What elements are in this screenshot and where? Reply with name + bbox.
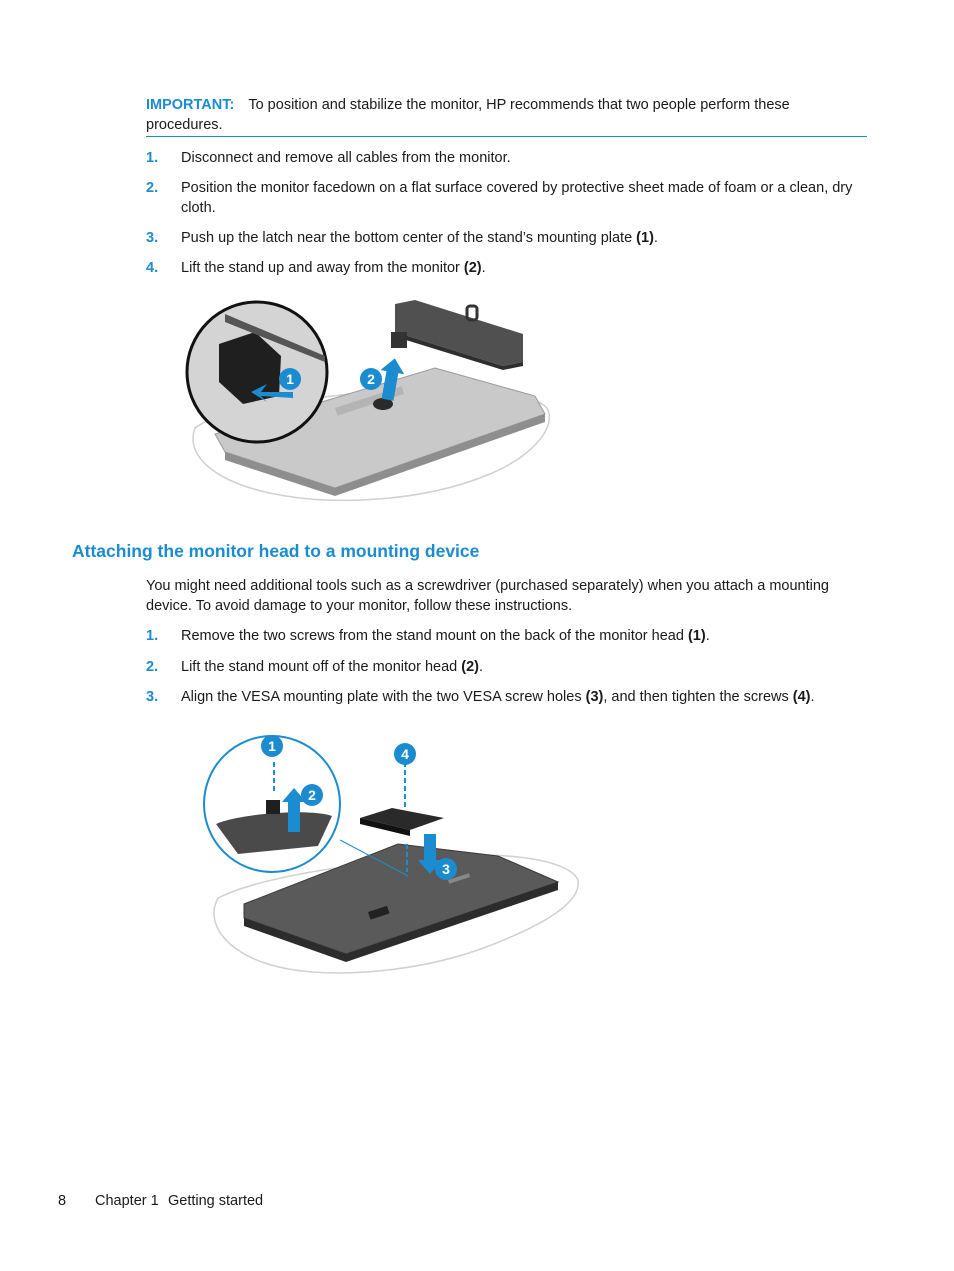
attach-step-2 xyxy=(146,657,856,677)
step-text: Align the VESA mounting plate with the two VESA screw holes xyxy=(181,689,586,705)
important-divider xyxy=(146,136,867,137)
step-text-end: . xyxy=(481,260,486,276)
callout-1-label: 1 xyxy=(268,738,276,754)
cable-clip xyxy=(467,306,477,320)
step-text-end: . xyxy=(810,689,815,705)
stand-removal-illustration xyxy=(185,296,560,512)
step-number: 3. xyxy=(146,689,159,705)
section-intro: You might need additional tools such as a screwdriver (purchased separately) when you attach a mounting device. To avoid damage to your monitor, follow these instructions. xyxy=(146,578,829,614)
step-callout-ref: (1) xyxy=(687,628,706,644)
step-callout-ref: (1) xyxy=(636,230,654,246)
callout-2-label: 2 xyxy=(367,371,375,387)
stand-bracket xyxy=(391,332,407,348)
step-text-mid: , and then tighten the screws xyxy=(603,689,793,705)
stand-mount xyxy=(266,800,280,814)
footer-chapter: Chapter 1 xyxy=(95,1193,159,1209)
callout-4-label: 4 xyxy=(401,746,409,762)
remove-step-1 xyxy=(146,148,856,168)
step-text-end: . xyxy=(653,230,658,246)
attach-step-3 xyxy=(146,687,856,707)
vesa-mount-illustration xyxy=(198,728,583,986)
callout-1-label: 1 xyxy=(286,371,294,387)
important-text: To position and stabilize the monitor, HP recommends that two people perform these procedures. xyxy=(146,97,790,133)
step-text-end: . xyxy=(478,659,484,675)
step-callout-ref: (4) xyxy=(792,689,811,705)
step-text: Push up the latch near the bottom center of the stand’s mounting plate xyxy=(181,230,637,246)
step-number: 4. xyxy=(146,260,159,276)
step-callout-ref: (3) xyxy=(585,689,604,705)
important-note xyxy=(146,95,868,135)
step-text: Lift the stand mount off of the monitor head xyxy=(181,659,462,675)
step-text: Lift the stand up and away from the monitor xyxy=(181,260,464,276)
callout-2 xyxy=(301,784,323,806)
callout-3-label: 3 xyxy=(442,861,450,877)
step-callout-ref: (2) xyxy=(463,260,482,276)
page-number: 8 xyxy=(58,1193,67,1209)
callout-2-label: 2 xyxy=(308,787,316,803)
important-label: IMPORTANT: xyxy=(146,97,235,113)
callout-3 xyxy=(435,858,457,880)
step-number: 1. xyxy=(146,628,159,644)
step-text-end: . xyxy=(705,628,710,644)
step-callout-ref: (2) xyxy=(461,659,479,675)
callout-1 xyxy=(261,735,283,757)
step-number: 2. xyxy=(146,659,159,675)
callout-4 xyxy=(394,743,416,765)
section-heading: Attaching the monitor head to a mounting device xyxy=(72,541,480,561)
step-text: Disconnect and remove all cables from the monitor. xyxy=(181,150,511,166)
step-number: 3. xyxy=(146,230,159,246)
footer-title: Getting started xyxy=(168,1193,264,1209)
remove-step-4 xyxy=(146,258,856,278)
step-text: Position the monitor facedown on a flat surface covered by protective sheet made of foam or a clean, dry cloth. xyxy=(181,180,853,216)
attach-step-1 xyxy=(146,626,856,646)
step-number: 2. xyxy=(146,180,159,196)
remove-step-2 xyxy=(146,178,856,218)
remove-step-3 xyxy=(146,228,856,248)
callout-1 xyxy=(279,368,301,390)
callout-2 xyxy=(360,368,382,390)
step-text: Remove the two screws from the stand mount on the back of the monitor head xyxy=(181,628,688,644)
step-number: 1. xyxy=(146,150,159,166)
